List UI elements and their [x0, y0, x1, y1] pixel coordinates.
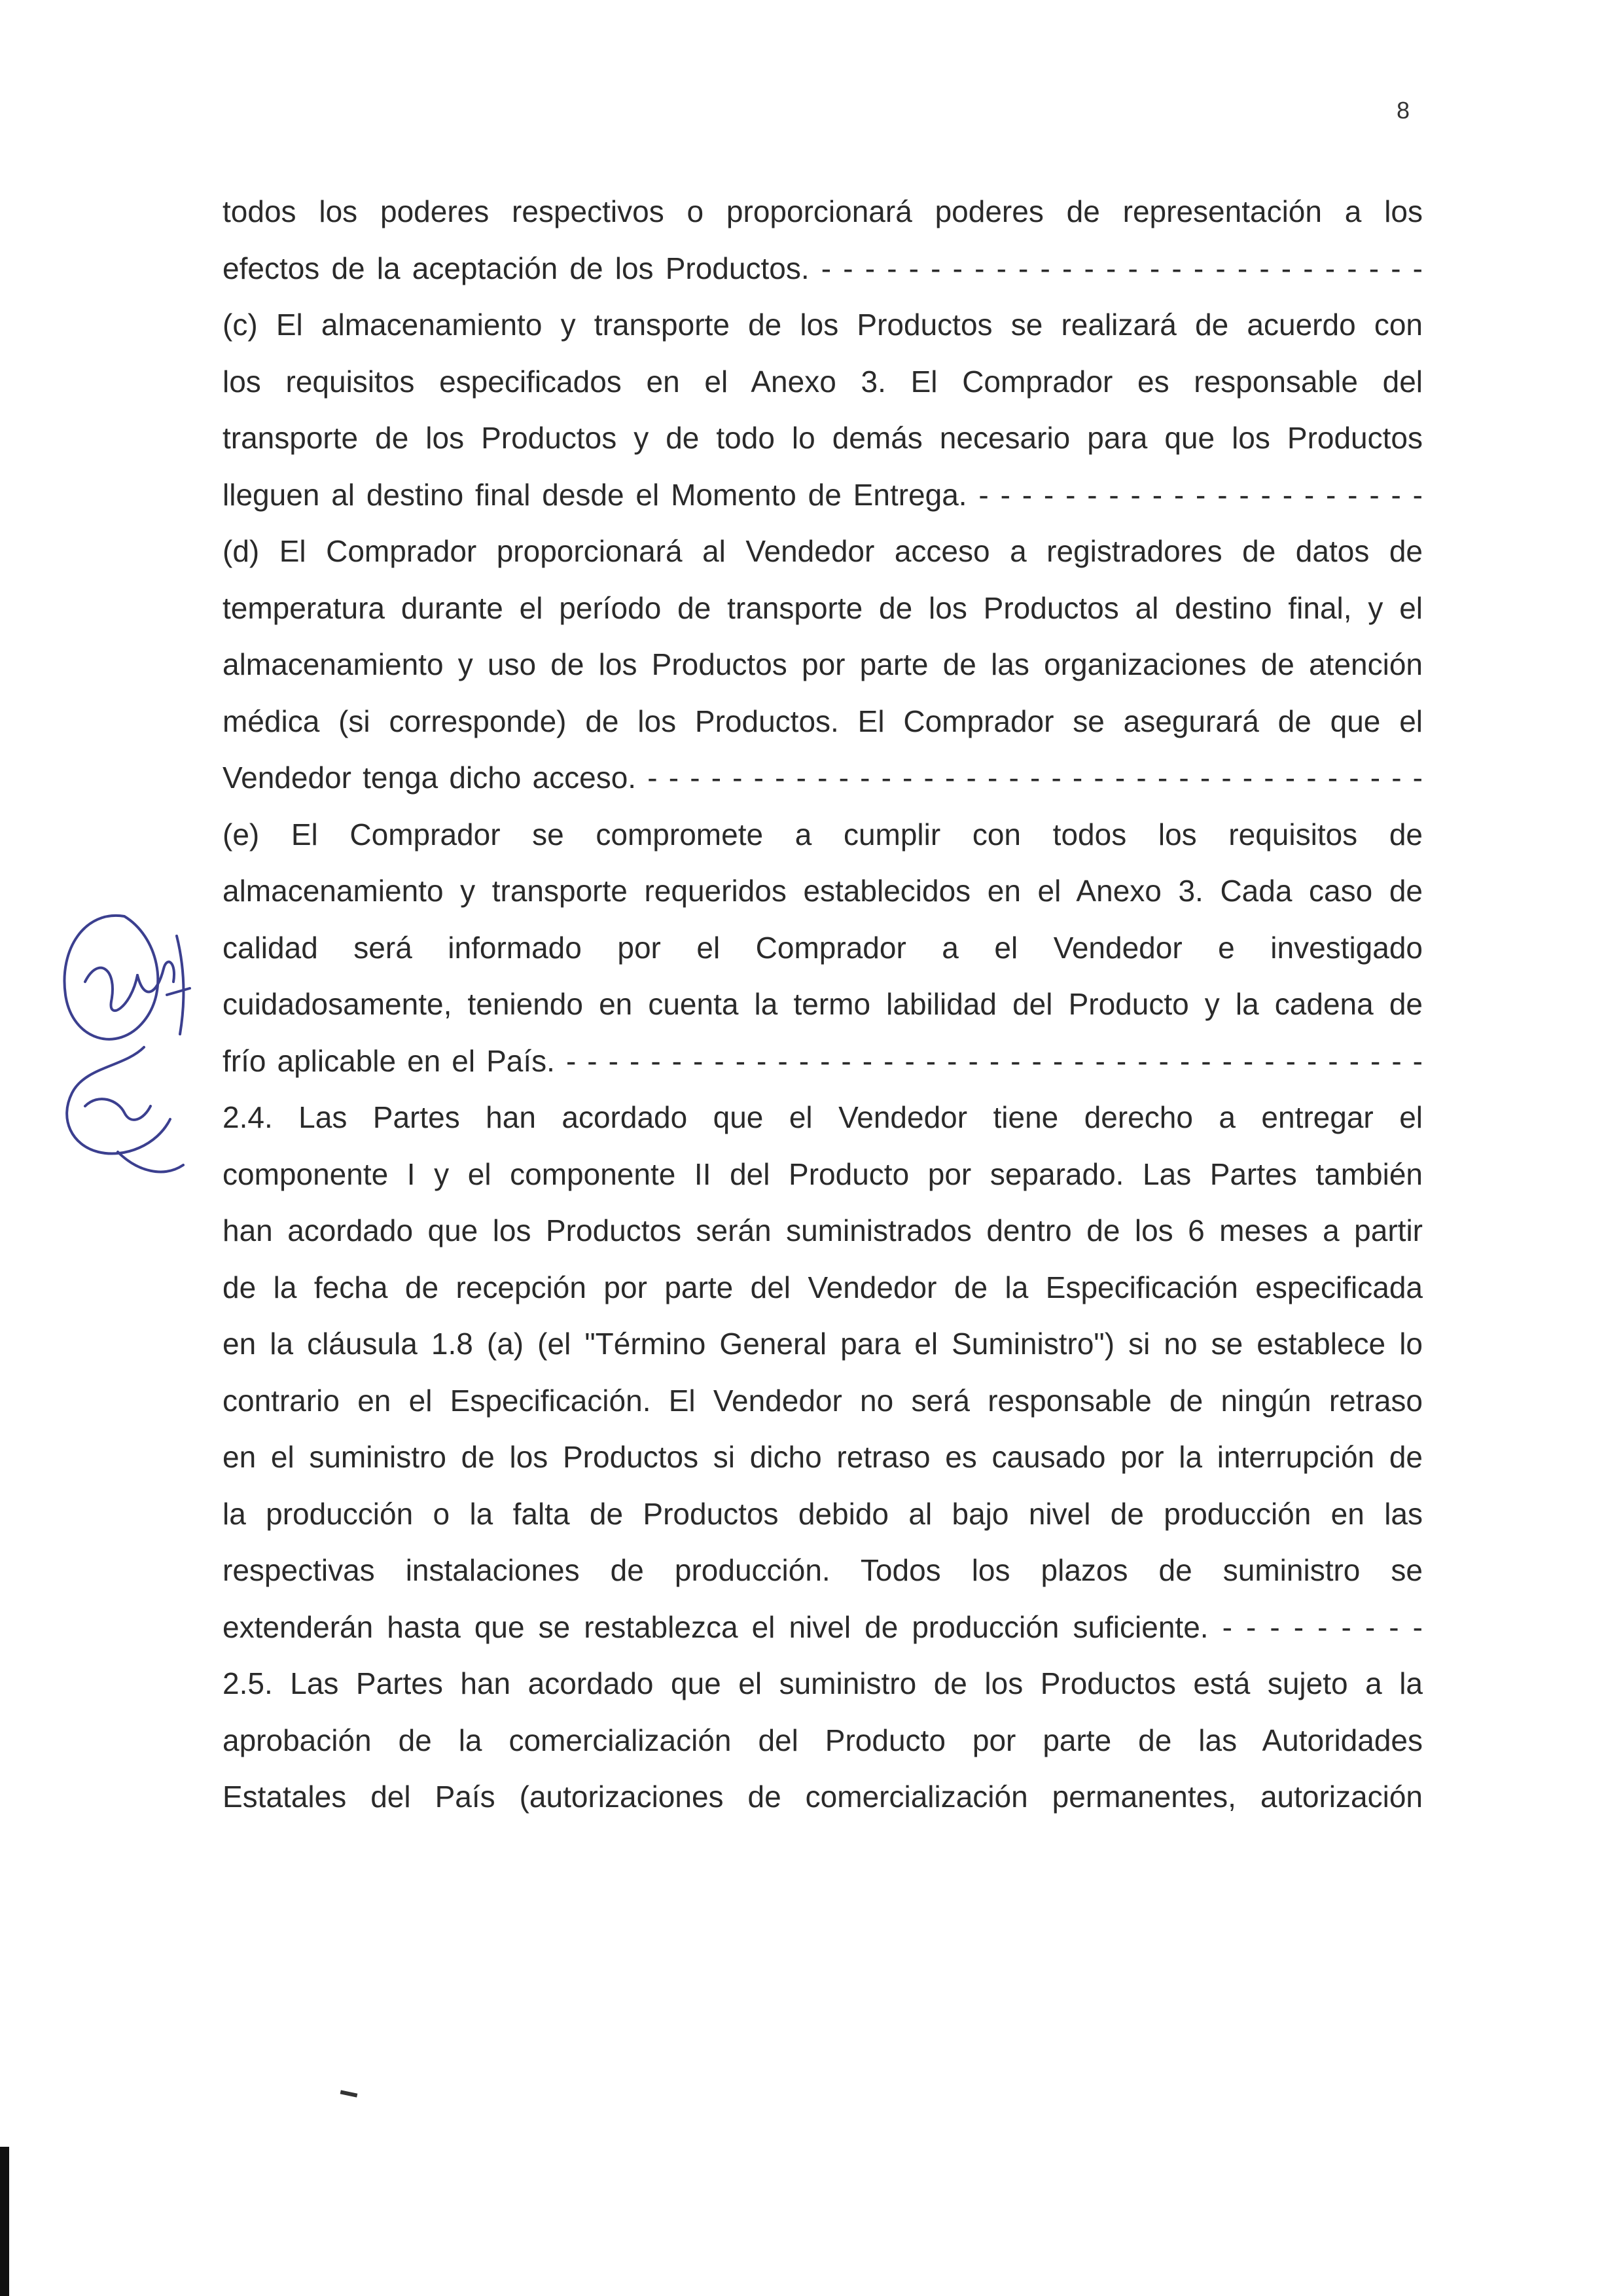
text-line: (d) El Comprador proporcionará al Vendedor acceso a registradores de datos de: [223, 534, 1423, 568]
text-line: 2.4. Las Partes han acordado que el Vendedor tiene derecho a entregar el: [223, 1100, 1423, 1134]
text-line: la producción o la falta de Productos debido al bajo nivel de producción en las: [223, 1496, 1423, 1531]
text-line: médica (si corresponde) de los Productos. El Comprador se asegurará de que el: [223, 704, 1423, 738]
text-line: Vendedor tenga dicho acceso. - - - - - - - - - - - - - - - - - - - - - - - - - - - - - - - - - - - - -: [223, 761, 1423, 795]
page-number: 8: [1397, 97, 1410, 124]
text-line: lleguen al destino final desde el Momento de Entrega. - - - - - - - - - - - - - - - - - - - - -: [223, 477, 1423, 512]
text-line: han acordado que los Productos serán suministrados dentro de los 6 meses a partir: [223, 1213, 1423, 1247]
text-line: calidad será informado por el Comprador a el Vendedor e investigado: [223, 930, 1423, 965]
handwritten-signature: [46, 897, 203, 1198]
text-line: Estatales del País (autorizaciones de comercialización permanentes, autorización: [223, 1780, 1423, 1814]
text-line: componente I y el componente II del Producto por separado. Las Partes también: [223, 1157, 1423, 1191]
text-line: (e) El Comprador se compromete a cumplir con todos los requisitos de: [223, 817, 1423, 852]
text-line: de la fecha de recepción por parte del Vendedor de la Especificación especificada: [223, 1270, 1423, 1304]
text-line: transporte de los Productos y de todo lo demás necesario para que los Productos: [223, 421, 1423, 455]
text-line: temperatura durante el período de transporte de los Productos al destino final, y el: [223, 590, 1423, 625]
document-body: [223, 183, 1423, 1825]
text-line: aprobación de la comercialización del Producto por parte de las Autoridades: [223, 1723, 1423, 1757]
text-line: cuidadosamente, teniendo en cuenta la termo labilidad del Producto y la cadena de: [223, 987, 1423, 1021]
text-line: los requisitos especificados en el Anexo 3. El Comprador es responsable del: [223, 364, 1423, 399]
scan-edge-mark: [0, 2147, 9, 2296]
text-line: en el suministro de los Productos si dicho retraso es causado por la interrupción de: [223, 1440, 1423, 1474]
text-line: efectos de la aceptación de los Productos. - - - - - - - - - - - - - - - - - - - - - - - - - - - -: [223, 251, 1423, 285]
text-line: almacenamiento y transporte requeridos establecidos en el Anexo 3. Cada caso de: [223, 874, 1423, 908]
text-line: respectivas instalaciones de producción. Todos los plazos de suministro se: [223, 1553, 1423, 1587]
text-line: en la cláusula 1.8 (a) (el "Término General para el Suministro") si no se establece lo: [223, 1327, 1423, 1361]
text-line: todos los poderes respectivos o proporcionará poderes de representación a los: [223, 194, 1423, 228]
text-line: (c) El almacenamiento y transporte de los Productos se realizará de acuerdo con: [223, 308, 1423, 342]
text-line: almacenamiento y uso de los Productos por parte de las organizaciones de atención: [223, 647, 1423, 681]
text-line: 2.5. Las Partes han acordado que el suministro de los Productos está sujeto a la: [223, 1666, 1423, 1700]
text-line: frío aplicable en el País. - - - - - - - - - - - - - - - - - - - - - - - - - - - - - - - - - - - - - - - - -: [223, 1043, 1423, 1078]
text-line: contrario en el Especificación. El Vendedor no será responsable de ningún retraso: [223, 1383, 1423, 1418]
stray-mark: [340, 2090, 358, 2097]
text-line: extenderán hasta que se restablezca el nivel de producción suficiente. - - - - - - - - -: [223, 1609, 1423, 1644]
